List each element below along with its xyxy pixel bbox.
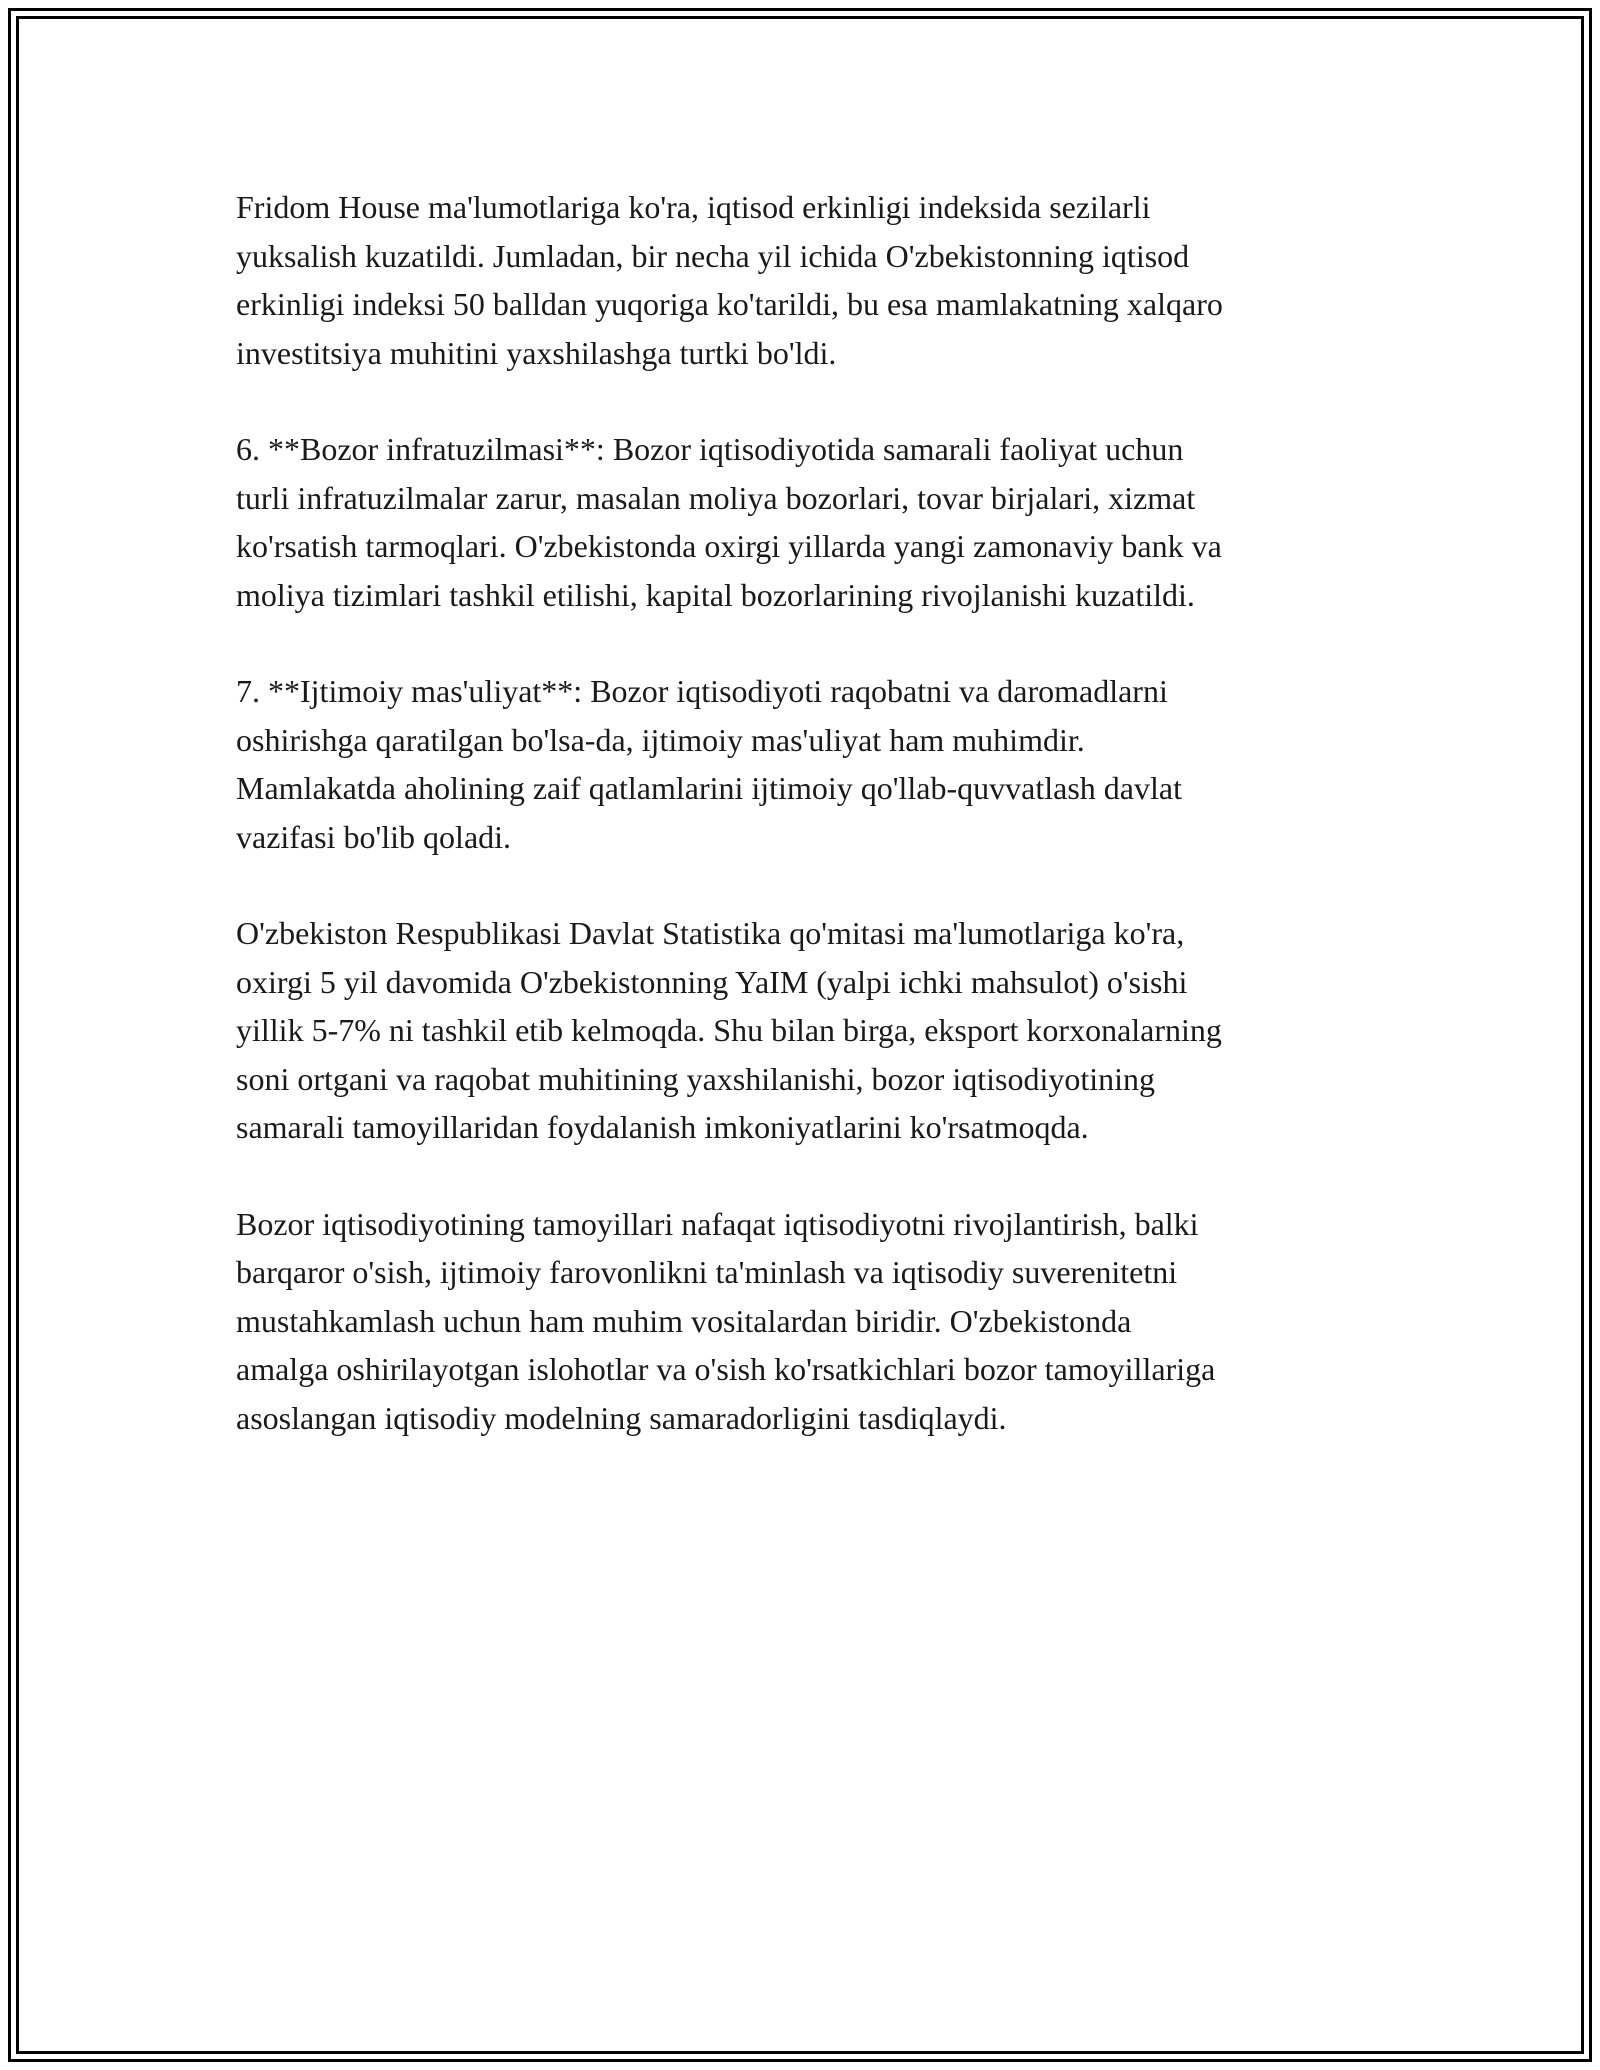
document-body (236, 183, 1366, 1490)
paragraph-market-infrastructure: 6. **Bozor infratuzilmasi**: Bozor iqtisodiyotida samarali faoliyat uchun turli infratuzilmalar zarur, masalan moliya bozorlari, tovar birjalari, xizmat ko'rsatish tarmoqlari. O'zbekistonda oxirgi yillarda yangi zamonaviy bank va moliya tizimlari tashkil etilishi, kapital bozorlarining rivojlanishi kuzatildi. (236, 431, 1222, 613)
paragraph-freedom-index: Fridom House ma'lumotlariga ko'ra, iqtisod erkinligi indeksida sezilarli yuksalish kuzatildi. Jumladan, bir necha yil ichida O'zbekistonning iqtisod erkinligi indeksi 50 balldan yuqoriga ko'tarildi, bu esa mamlakatning xalqaro investitsiya muhitini yaxshilashga turtki bo'ldi. (236, 189, 1223, 371)
paragraph-social-responsibility: 7. **Ijtimoiy mas'uliyat**: Bozor iqtisodiyoti raqobatni va daromadlarni oshirishga qaratilgan bo'lsa-da, ijtimoiy mas'uliyat ham muhimdir. Mamlakatda aholining zaif qatlamlarini ijtimoiy qo'llab-quvvatlash davlat vazifasi bo'lib qoladi. (236, 673, 1182, 855)
paragraph-gdp-statistics: O'zbekiston Respublikasi Davlat Statistika qo'mitasi ma'lumotlariga ko'ra, oxirgi 5 yil davomida O'zbekistonning YaIM (yalpi ichki mahsulot) o'sishi yillik 5-7% ni tashkil etib kelmoqda. Shu bilan birga, eksport korxonalarning soni ortgani va raqobat muhitining yaxshilanishi, bozor iqtisodiyotining samarali tamoyillaridan foydalanish imkoniyatlarini ko'rsatmoqda. (236, 915, 1222, 1145)
paragraph-conclusion: Bozor iqtisodiyotining tamoyillari nafaqat iqtisodiyotni rivojlantirish, balki barqaror o'sish, ijtimoiy farovonlikni ta'minlash va iqtisodiy suverenitetni mustahkamlash uchun ham muhim vositalardan biridir. O'zbekistonda amalga oshirilayotgan islohotlar va o'sish ko'rsatkichlari bozor tamoyillariga asoslangan iqtisodiy modelning samaradorligini tasdiqlaydi. (236, 1205, 1216, 1436)
